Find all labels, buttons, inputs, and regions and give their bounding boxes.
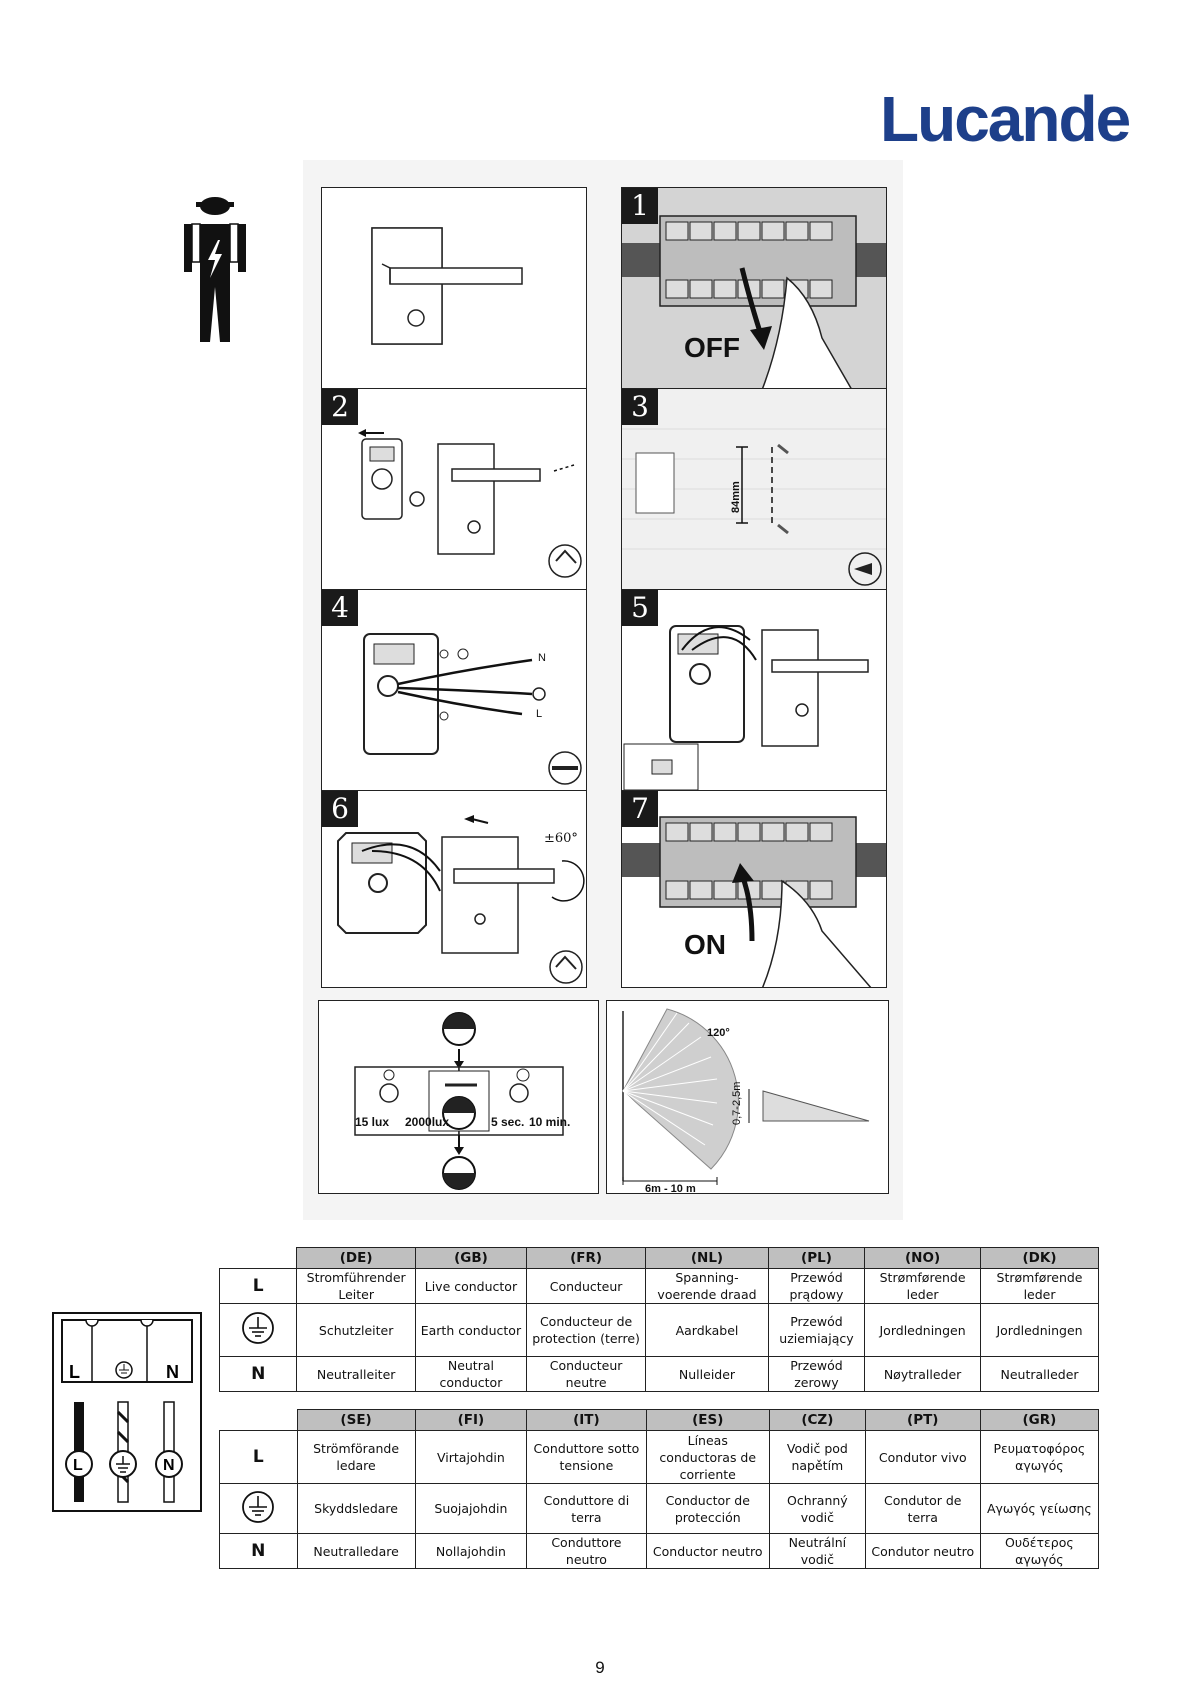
earth-symbol-icon [220,1484,298,1534]
language-header: (FI) [415,1410,527,1431]
table-cell: Vodič pod napětím [769,1431,865,1484]
language-header: (FR) [526,1248,645,1269]
language-header: (CZ) [769,1410,865,1431]
table-cell: Conduttore di terra [527,1484,646,1534]
table-cell: Conducteur neutre [526,1357,645,1392]
step-number: 3 [622,389,658,425]
table-cell: Líneas conductoras de corriente [646,1431,769,1484]
table-cell: Aardkabel [646,1304,769,1357]
panel-step-1 [621,187,887,389]
remove-base-illustration [322,389,587,590]
panel-detection-range [606,1000,889,1194]
table-cell: Conducteur [526,1269,645,1304]
step-number: 7 [622,791,658,827]
terminal-wiring-diagram [52,1312,202,1512]
time-min-label: 5 sec. [491,1115,525,1129]
table-row [220,1534,1099,1569]
live-symbol: L [220,1431,298,1484]
detection-range-illustration [607,1001,889,1194]
table-cell: Przewód zerowy [768,1357,864,1392]
mount-height-label: 0,7-2,5m [731,1081,743,1125]
language-header: (PT) [865,1410,980,1431]
table-cell: Condutor neutro [865,1534,980,1569]
table-cell: Αγωγός γείωσης [980,1484,1098,1534]
breaker-on-illustration [622,791,887,988]
table-cell: Nollajohdin [415,1534,527,1569]
language-header: (DK) [981,1248,1099,1269]
brand-logo: Lucande [880,83,1130,155]
panel-sensor-settings [318,1000,599,1194]
language-header: (PL) [768,1248,864,1269]
neutral-symbol: N [220,1534,298,1569]
panel-step-7 [621,790,887,988]
wire-l-label: L [536,708,543,720]
table-cell: Ρευματοφόρος αγωγός [980,1431,1098,1484]
panel-step-2 [321,388,587,590]
live-symbol: L [220,1269,297,1304]
table-cell: Neutrální vodič [769,1534,865,1569]
table-cell: Schutzleiter [297,1304,415,1357]
step-number: 4 [322,590,358,626]
page-number: 9 [595,1658,605,1677]
table-row [220,1357,1099,1392]
table-cell: Strømførende leder [865,1269,981,1304]
table-cell: Strømførende leder [981,1269,1099,1304]
table-cell: Strömförande ledare [297,1431,415,1484]
table-cell: Neutral conductor [415,1357,526,1392]
language-header: (DE) [297,1248,415,1269]
drill-holes-illustration [622,389,887,590]
table-cell: Conductor de protección [646,1484,769,1534]
language-header: (GR) [980,1410,1098,1431]
detection-angle-label: 120° [707,1027,730,1039]
neutral-symbol: N [220,1357,297,1392]
table-corner [220,1410,298,1431]
lux-max-label: 2000lux [405,1115,450,1129]
table-cell: Condutor de terra [865,1484,980,1534]
table-cell: Ουδέτερος αγωγός [980,1534,1098,1569]
switch-off-label: OFF [684,332,740,363]
earth-symbol-icon [220,1304,297,1357]
conductor-table-2 [219,1409,1099,1569]
table-cell: Virtajohdin [415,1431,527,1484]
wiring-n-circle-label: N [163,1457,175,1474]
hole-spacing-label: 84mm [730,481,742,513]
table-cell: Neutralledare [297,1534,415,1569]
table-corner [220,1248,297,1269]
panel-product [321,187,587,389]
wiring-n-label: N [166,1362,179,1382]
language-header: (SE) [297,1410,415,1431]
rotation-label: ±60° [544,831,578,846]
table-cell: Conducteur de protection (terre) [526,1304,645,1357]
wiring-illustration [322,590,587,791]
language-header: (IT) [527,1410,646,1431]
table-row [220,1484,1099,1534]
language-header: (NO) [865,1248,981,1269]
language-header: (ES) [646,1410,769,1431]
time-max-label: 10 min. [529,1115,571,1129]
conductor-table-1 [219,1247,1099,1392]
step-number: 1 [622,188,658,224]
lux-min-label: 15 lux [355,1115,390,1129]
table-cell: Conductor neutro [646,1534,769,1569]
mount-fixture-illustration [622,590,887,791]
table-cell: Condutor vivo [865,1431,980,1484]
table-cell: Neutralleiter [297,1357,415,1392]
step-number: 5 [622,590,658,626]
table-cell: Nøytralleder [865,1357,981,1392]
language-header: (GB) [415,1248,526,1269]
table-cell: Suojajohdin [415,1484,527,1534]
lamp-illustration [322,188,587,389]
table-cell: Conduttore sotto tensione [527,1431,646,1484]
wiring-l-circle-label: L [73,1457,83,1474]
table-cell: Skyddsledare [297,1484,415,1534]
breaker-off-illustration [622,188,887,389]
panel-step-4 [321,589,587,791]
table-row [220,1304,1099,1357]
table-cell: Jordledningen [981,1304,1099,1357]
table-cell: Neutralleder [981,1357,1099,1392]
detection-range-label: 6m - 10 m [645,1183,696,1194]
wiring-l-label: L [69,1362,80,1382]
panel-step-6 [321,790,587,988]
panel-step-5 [621,589,887,791]
table-cell: Nulleider [646,1357,769,1392]
table-cell: Conduttore neutro [527,1534,646,1569]
panel-step-3 [621,388,887,590]
switch-on-label: ON [684,929,726,960]
electrician-icon [182,192,248,342]
rotate-fixture-illustration [322,791,587,988]
sensor-settings-illustration [319,1001,599,1194]
step-number: 6 [322,791,358,827]
table-cell: Przewód uziemiający [768,1304,864,1357]
step-number: 2 [322,389,358,425]
table-cell: Stromführender Leiter [297,1269,415,1304]
table-row [220,1269,1099,1304]
table-row [220,1431,1099,1484]
table-cell: Ochranný vodič [769,1484,865,1534]
table-cell: Jordledningen [865,1304,981,1357]
table-cell: Spanning-voerende draad [646,1269,769,1304]
language-header: (NL) [646,1248,769,1269]
table-cell: Live conductor [415,1269,526,1304]
table-cell: Przewód prądowy [768,1269,864,1304]
table-cell: Earth conductor [415,1304,526,1357]
wire-n-label: N [538,652,546,664]
